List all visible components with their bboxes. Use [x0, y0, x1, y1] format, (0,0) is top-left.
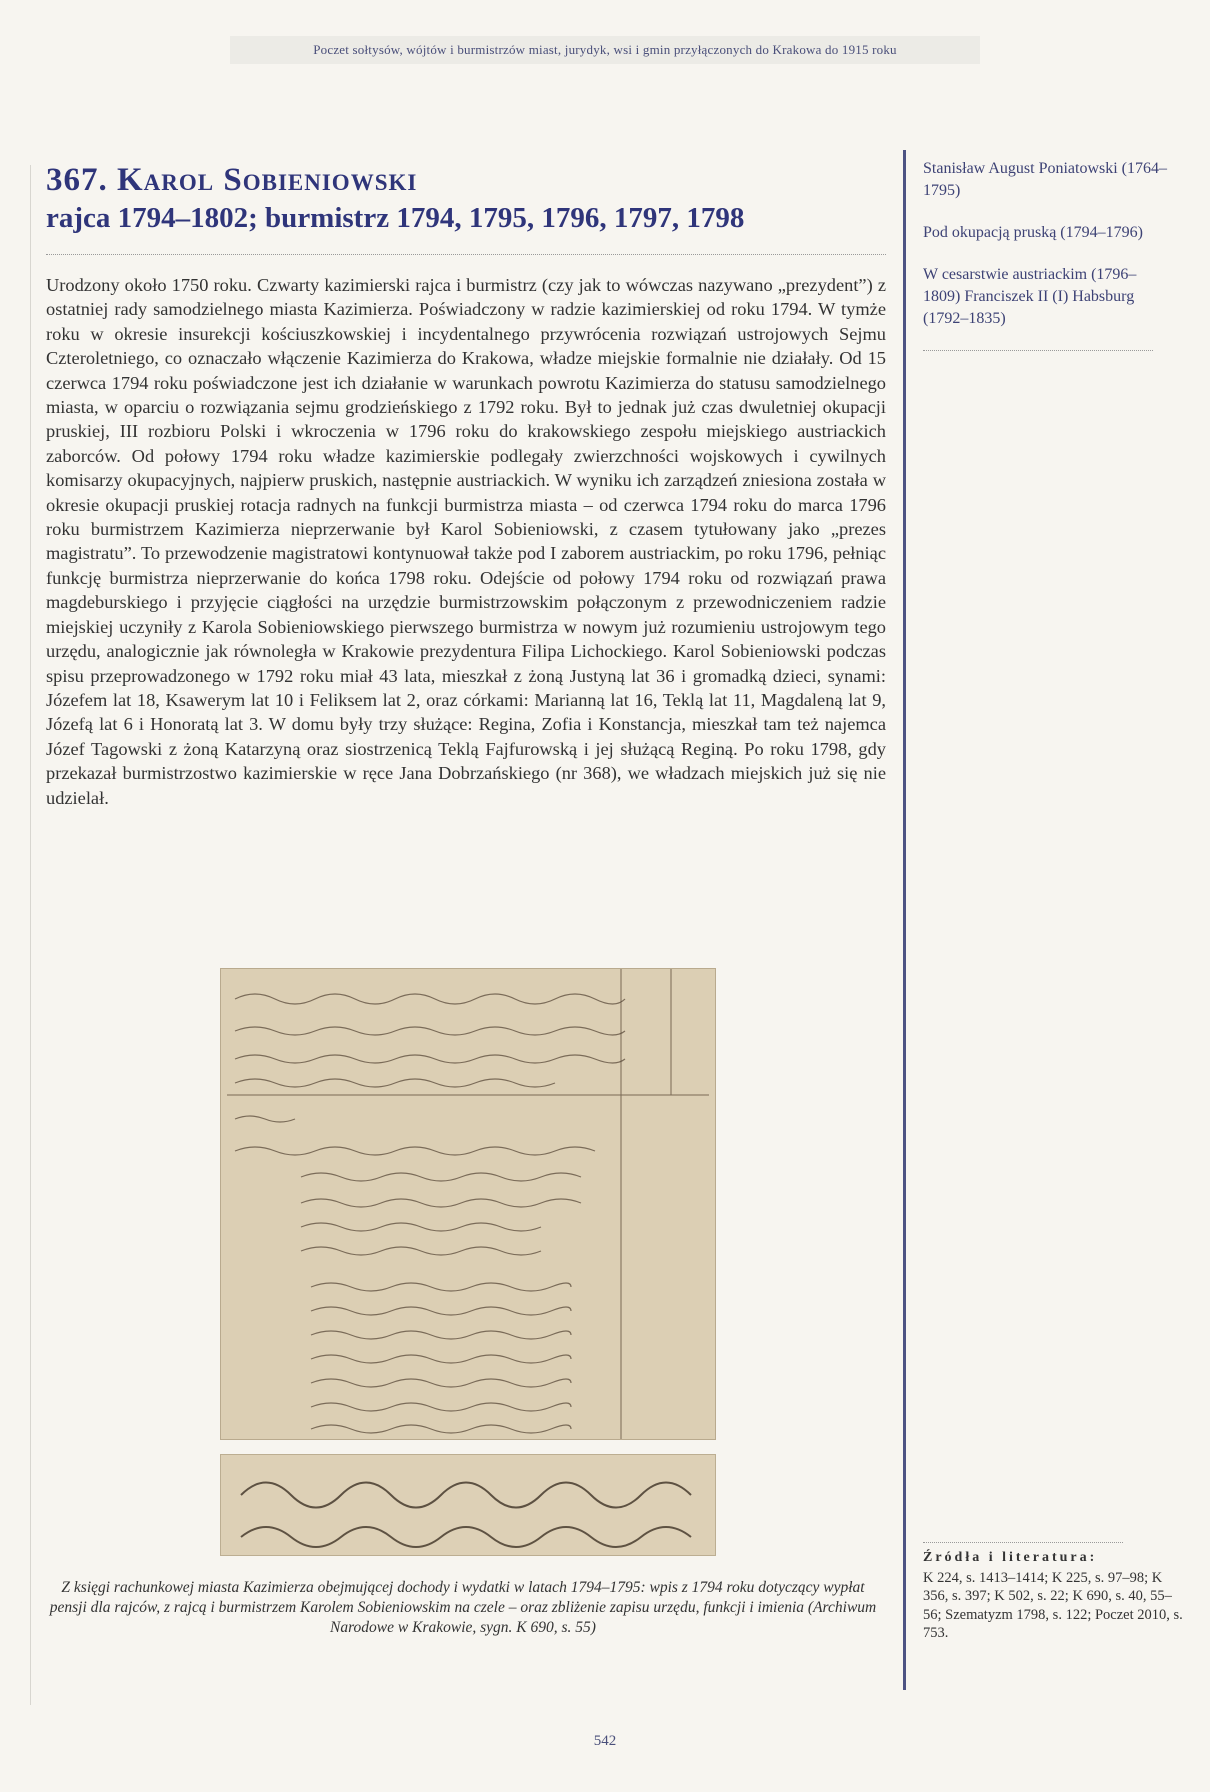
column-divider — [903, 150, 906, 1690]
entry-subtitle: rajca 1794–1802; burmistrz 1794, 1795, 1796, 1797, 1798 — [46, 202, 745, 234]
running-head: Poczet sołtysów, wójtów i burmistrzów miast, jurydyk, wsi i gmin przyłączonych do Krakowa do 1915 roku — [313, 42, 897, 57]
sidebar-separator — [923, 350, 1153, 351]
main-column — [46, 160, 886, 810]
biography-text: Urodzony około 1750 roku. Czwarty kazimierski rajca i burmistrz (czy jak to wówczas nazywano „prezydent”) z ostatniej rady samodzielnego miasta Kazimierza. Poświadczony w radzie kazimierskiej od roku 1794. W tymże roku w okresie insurekcji kościuszkowskiej i incydentalnego przywrócenia rozwiązań ustrojowych Sejmu Czteroletniego, co oznaczało włączenie Kazimierza do Krakowa, władze miejskie formalnie nie działały. Od 15 czerwca 1794 roku poświadczone jest ich działanie w warunkach powrotu Kazimierza do statusu samodzielnego miasta, w oparciu o rozwiązania sejmu grodzieńskiego z 1792 roku. Był to jednak już czas dwuletniej okupacji pruskiej, III rozbioru Polski i wkroczenia w 1796 roku do krakowskiego zespołu miejskiego austriackich zaborców. Od połowy 1794 roku władze kazimierskie podlegały zwierzchności wojskowych i cywilnych komisarzy okupacyjnych, najpierw pruskich, następnie austriackich. W wyniku ich zarządzeń zniesiona została w okresie okupacji pruskiej rotacja radnych na funkcji burmistrza miasta – od czerwca 1794 roku do marca 1796 roku burmistrzem Kazimierza nieprzerwanie był Karol Sobieniowski, z czasem tytułowany jako „prezes magistratu”. To przewodzenie magistratowi kontynuował także pod I zaborem austriackim, po roku 1796, pełniąc funkcję burmistrza nieprzerwanie do końca 1798 roku. Odejście od połowy 1794 roku od rozwiązań prawa magdeburskiego i przyjęcie ciągłości na urzędzie burmistrzowskim połączonym z przewodniczeniem radzie miejskiej uczyniły z Karola Sobieniowskiego pierwszego burmistrza w nowym już rozumieniu ustrojowym tego urzędu, analogicznie jak równoległa w Krakowie prezydentura Filipa Lichockiego. Karol Sobieniowski podczas spisu przeprowadzonego w 1792 roku miał 43 lata, mieszkał z żoną Justyną lat 36 i gromadką dzieci, synami: Józefem lat 18, Ksawerym lat 10 i Feliksem lat 2, oraz córkami: Marianną lat 16, Teklą lat 11, Magdaleną lat 9, Józefą lat 6 i Honoratą lat 3. W domu były trzy służące: Regina, Zofia i Konstancja, mieszkał tam też najemca Józef Tagowski z żoną Katarzyną oraz siostrzenicą Teklą Fajfurowską i jej służącą Reginą. Po roku 1798, gdy przekazał burmistrzostwo kazimierskie w ręce Jana Dobrzańskiego (nr 368), we władzach miejskich już się nie udzielał. — [46, 275, 886, 808]
sidebar — [923, 158, 1173, 351]
sources-text: K 224, s. 1413–1414; K 225, s. 97–98; K 356, s. 397; K 502, s. 22; K 690, s. 40, 55–56; Szematyzm 1798, s. 122; Poczet 2010, s. 753. — [923, 1569, 1183, 1641]
entry-title: 367. Karol Sobieniowski — [46, 162, 418, 198]
sources-section — [923, 1542, 1183, 1643]
sources-heading: Źródła i literatura: — [923, 1550, 1098, 1565]
sidebar-block-austrian-empire: W cesarstwie austriackim (1796–1809) Franciszek II (I) Habsburg (1792–1835) — [923, 266, 1137, 327]
ledger-closeup-image — [220, 1454, 716, 1556]
archival-figure — [220, 968, 714, 1556]
page-number: 542 — [593, 1733, 617, 1749]
ledger-page-image — [220, 968, 716, 1440]
title-separator — [46, 254, 886, 255]
figure-caption: Z księgi rachunkowej miasta Kazimierza obejmującej dochody i wydatki w latach 1794–1795: wpis z 1794 roku dotyczący wypłat pensji dla rajców, z rajcą i burmistrzem Karolem Sobieniowskim na czele – oraz zbliżenie zapisu urzędu, funkcji i imienia (Archiwum Narodowe w Krakowie, sygn. K 690, s. 55) — [49, 1579, 877, 1636]
sources-rule — [923, 1542, 1123, 1543]
sidebar-block-prussian-occupation: Pod okupacją pruską (1794–1796) — [923, 224, 1143, 241]
sidebar-block-ruler: Stanisław August Poniatowski (1764–1795) — [923, 160, 1168, 199]
left-margin-line — [30, 165, 31, 1705]
